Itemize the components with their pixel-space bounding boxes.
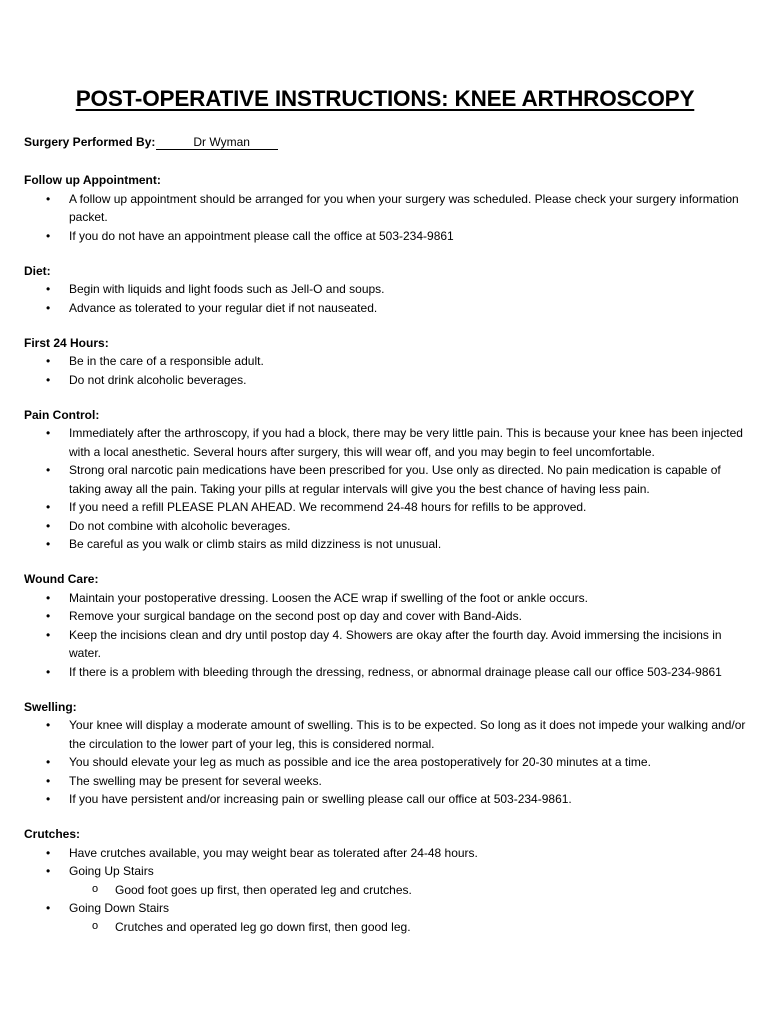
bullet-list — [24, 280, 750, 317]
bullet-text: A follow up appointment should be arranged for you when your surgery was scheduled. Please check your surgery information packet. — [69, 191, 739, 224]
bullet-item — [24, 535, 750, 554]
section — [24, 570, 750, 681]
sub-bullet-item: o Crutches and operated leg go down first, then good leg. — [69, 918, 750, 937]
bullet-text: Going Down Stairs — [69, 901, 170, 915]
bullet-item — [24, 280, 750, 299]
bullet-item — [24, 190, 750, 227]
bullet-text: If there is a problem with bleeding through the dressing, redness, or abnormal drainage please call our office 503-234-9861 — [69, 664, 722, 679]
bullet-item — [24, 844, 750, 863]
bullet-text: If you need a refill PLEASE PLAN AHEAD. We recommend 24-48 hours for refills to be approved. — [69, 500, 587, 514]
bullet-item — [24, 790, 750, 809]
bullet-text: Advance as tolerated to your regular diet if not nauseated. — [69, 300, 378, 315]
bullet-item — [24, 716, 750, 753]
section-heading: Pain Control: — [24, 407, 100, 422]
surgery-performed-by-label: Surgery Performed By: — [24, 135, 156, 149]
bullet-item — [24, 227, 750, 246]
section-heading: Crutches: — [24, 827, 81, 841]
bullet-item — [24, 352, 750, 371]
bullet-item — [24, 626, 750, 663]
section — [24, 406, 750, 554]
section — [24, 825, 750, 936]
bullet-item — [24, 299, 750, 318]
sub-bullet-list — [69, 918, 750, 937]
bullet-text: Immediately after the arthroscopy, if you had a block, there may be very little pain. This is because your knee has been injected with a local anesthetic. Several hours after surgery, this will wear off, and you may begin to feel uncomfortable. — [69, 426, 743, 459]
bullet-text: Do not drink alcoholic beverages. — [69, 372, 247, 387]
bullet-item — [24, 862, 750, 899]
section — [24, 171, 750, 245]
bullet-item — [24, 753, 750, 772]
bullet-item — [24, 424, 750, 461]
bullet-list — [24, 190, 750, 246]
section-heading: Wound Care: — [24, 572, 99, 586]
surgeon-name: Dr Wyman — [156, 135, 278, 150]
bullet-item — [24, 607, 750, 626]
section-heading: Follow up Appointment: — [24, 173, 161, 187]
bullet-text: Have crutches available, you may weight bear as tolerated after 24-48 hours. — [69, 845, 478, 860]
section — [24, 698, 750, 809]
bullet-text: Maintain your postoperative dressing. Loosen the ACE wrap if swelling of the foot or ankle occurs. — [69, 590, 588, 605]
sub-bullet-list — [69, 881, 750, 900]
section-heading: First 24 Hours: — [24, 335, 109, 350]
section-heading: Diet: — [24, 263, 51, 278]
bullet-item — [24, 589, 750, 608]
page-title: POST-OPERATIVE INSTRUCTIONS: KNEE ARTHROSCOPY — [75, 86, 695, 111]
bullet-item — [24, 371, 750, 390]
bullet-text: Your knee will display a moderate amount of swelling. This is to be expected. So long as it does not impede your walking and/or the circulation to the lower part of your leg, this is considered normal. — [69, 718, 746, 751]
bullet-text: Going Up Stairs — [69, 864, 154, 878]
bullet-text: Strong oral narcotic pain medications have been prescribed for you. Use only as directed. No pain medication is capable of taking away all the pain. Taking your pills at regular intervals will give you the best chance of having less pain. — [69, 463, 721, 496]
bullet-text: If you do not have an appointment please call the office at 503-234-9861 — [69, 228, 454, 243]
sub-bullet-item: o Good foot goes up first, then operated leg and crutches. — [69, 881, 750, 900]
bullet-text: Be in the care of a responsible adult. — [69, 354, 264, 368]
bullet-item — [24, 498, 750, 517]
section — [24, 334, 750, 390]
surgery-performed-by — [24, 135, 278, 150]
bullet-text: Begin with liquids and light foods such as Jell-O and soups. — [69, 282, 385, 296]
bullet-item — [24, 517, 750, 536]
section-heading: Swelling: — [24, 699, 77, 714]
instructions-body — [24, 171, 750, 953]
bullet-item — [24, 899, 750, 936]
bullet-text: The swelling may be present for several weeks. — [69, 773, 322, 788]
bullet-text: Keep the incisions clean and dry until postop day 4. Showers are okay after the fourth day. Avoid immersing the incisions in water. — [69, 627, 722, 660]
bullet-text: Do not combine with alcoholic beverages. — [69, 518, 291, 533]
bullet-item — [24, 461, 750, 498]
bullet-list — [24, 424, 750, 554]
bullet-list — [24, 716, 750, 809]
bullet-item — [24, 772, 750, 791]
bullet-list — [24, 844, 750, 937]
bullet-text: Be careful as you walk or climb stairs as mild dizziness is not unusual. — [69, 537, 442, 551]
bullet-text: You should elevate your leg as much as possible and ice the area postoperatively for 20-30 minutes at a time. — [69, 755, 651, 769]
bullet-text: Remove your surgical bandage on the second post op day and cover with Band-Aids. — [69, 609, 522, 623]
section — [24, 262, 750, 318]
bullet-item — [24, 663, 750, 682]
bullet-list — [24, 589, 750, 682]
bullet-list — [24, 352, 750, 389]
bullet-text: If you have persistent and/or increasing pain or swelling please call our office at 503-234-9861. — [69, 792, 572, 806]
